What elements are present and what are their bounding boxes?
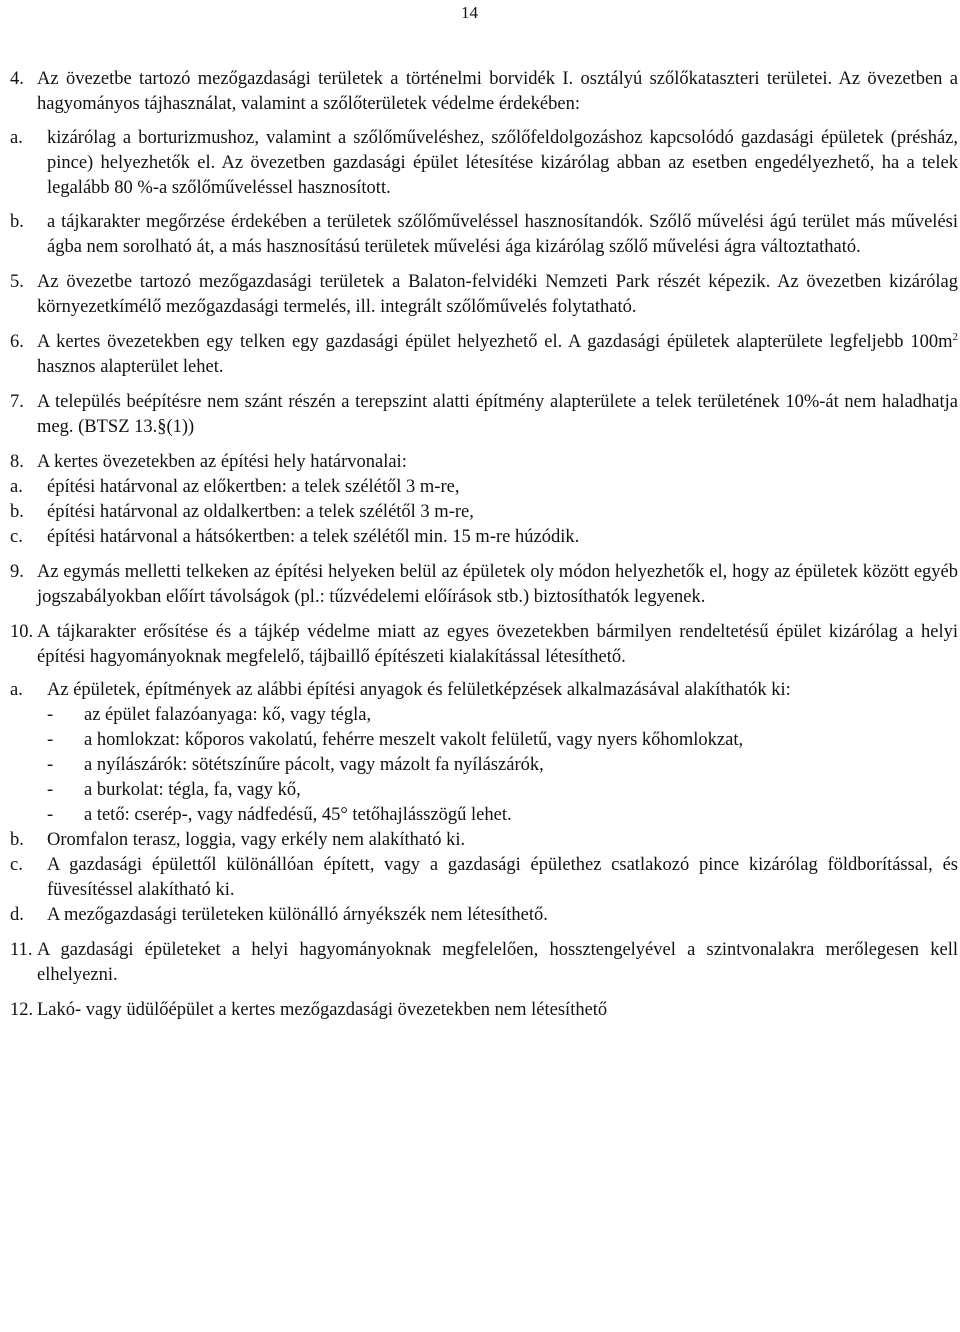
dash-text: az épület falazóanyaga: kő, vagy tégla, bbox=[84, 705, 372, 725]
section-text: Az övezetbe tartozó mezőgazdasági területek a Balaton-felvidéki Nemzeti Park részét képezik. Az övezetben kizárólag környezetkímélő mezőgazdasági termelés, ill. integrált szőlőművelés folytatható. bbox=[37, 272, 958, 317]
section-text: A kertes övezetekben az építési hely határvonalai: bbox=[37, 452, 407, 472]
section-number: 7. bbox=[10, 392, 24, 412]
section-8 bbox=[10, 450, 958, 550]
section-number: 8. bbox=[10, 452, 24, 472]
section-text: A kertes övezetekben egy telken egy gazdasági épület helyezhető el. A gazdasági épületek alapterülete legfeljebb $100m^2$ hasznos alapterület lehet. bbox=[37, 331, 958, 377]
dash-marker: - bbox=[47, 805, 54, 825]
sub-label: a. bbox=[10, 680, 23, 700]
sub-label: c. bbox=[10, 855, 23, 875]
dash-marker: - bbox=[47, 780, 54, 800]
section-11 bbox=[10, 938, 958, 988]
section-text: Az egymás melletti telkeken az építési helyeken belül az épületek oly módon helyezhetők el, hogy az épületek között egyéb jogszabályokban előírt távolságok (pl.: tűzvédelemi előírások stb.) biztosíthatók legyenek. bbox=[37, 562, 958, 607]
dash-marker: - bbox=[47, 730, 54, 750]
section-9 bbox=[10, 560, 958, 610]
sub-label: c. bbox=[10, 527, 23, 547]
sub-text: Oromfalon terasz, loggia, vagy erkély nem alakítható ki. bbox=[47, 830, 466, 850]
section-10 bbox=[10, 620, 958, 928]
sub-label: b. bbox=[10, 212, 24, 232]
section-text: Az övezetbe tartozó mezőgazdasági területek a történelmi borvidék I. osztályú szőlőkataszteri területei. Az övezetben a hagyományos tájhasználat, valamint a szőlőterületek védelme érdekében: bbox=[37, 69, 958, 114]
section-5 bbox=[10, 270, 958, 320]
sub-label: a. bbox=[10, 128, 23, 148]
section-text: A település beépítésre nem szánt részén a terepszint alatti építmény alapterülete a telek területének 10%-át nem haladhatja meg. (BTSZ 13.§(1)) bbox=[37, 392, 958, 437]
section-4 bbox=[10, 67, 958, 260]
dash-text: a tető: cserép-, vagy nádfedésű, 45° tetőhajlásszögű lehet. bbox=[84, 805, 512, 825]
page-number: 14 bbox=[461, 3, 478, 22]
section-7 bbox=[10, 390, 958, 440]
sub-text: A gazdasági épülettől különállóan épített, vagy a gazdasági épülethez csatlakozó pince kizárólag földborítással, és füvesítéssel alakítható ki. bbox=[47, 855, 958, 900]
sub-label: d. bbox=[10, 905, 24, 925]
section-number: 11. bbox=[10, 940, 33, 960]
section-6 bbox=[10, 330, 958, 380]
sub-text: építési határvonal az oldalkertben: a telek szélétől 3 m-re, bbox=[47, 502, 474, 522]
dash-marker: - bbox=[47, 705, 54, 725]
section-number: 6. bbox=[10, 332, 24, 352]
section-text: A tájkarakter erősítése és a tájkép védelme miatt az egyes övezetekben bármilyen rendeltetésű épület kizárólag a helyi építési hagyományoknak megfelelő, tájbaillő építészeti kialakítással létesíthető. bbox=[37, 622, 958, 667]
sub-text: a tájkarakter megőrzése érdekében a területek szőlőműveléssel hasznosítandók. Szőlő művelési ágú terület más művelési ágba nem sorolható át, a más hasznosítású területek művelési ága kizárólag szőlő művelési ágra változtatható. bbox=[47, 212, 958, 257]
dash-text: a burkolat: tégla, fa, vagy kő, bbox=[84, 780, 301, 800]
dash-marker: - bbox=[47, 755, 54, 775]
section-number: 10. bbox=[10, 622, 34, 642]
sub-text: építési határvonal az előkertben: a telek szélétől 3 m-re, bbox=[47, 477, 460, 497]
sub-text: építési határvonal a hátsókertben: a telek szélétől min. 15 m-re húzódik. bbox=[47, 527, 580, 547]
section-number: 5. bbox=[10, 272, 24, 292]
section-number: 4. bbox=[10, 69, 24, 89]
sub-label: b. bbox=[10, 830, 24, 850]
sub-text: Az épületek, építmények az alábbi építési anyagok és felületképzések alkalmazásával alakíthatók ki: bbox=[47, 680, 791, 700]
dash-text: a nyílászárók: sötétszínűre pácolt, vagy mázolt fa nyílászárók, bbox=[84, 755, 544, 775]
section-number: 12. bbox=[10, 1000, 34, 1020]
sub-text: kizárólag a borturizmushoz, valamint a szőlőműveléshez, szőlőfeldolgozáshoz kapcsolódó gazdasági épületek (présház, pince) helyezhetők el. Az övezetben gazdasági épület létesítése kizárólag abban az esetben engedélyezhető, ha a telek legalább 80 %-a szőlőműveléssel hasznosított. bbox=[47, 128, 958, 198]
sub-label: a. bbox=[10, 477, 23, 497]
section-text: Lakó- vagy üdülőépület a kertes mezőgazdasági övezetekben nem létesíthető bbox=[37, 1000, 608, 1020]
dash-text: a homlokzat: kőporos vakolatú, fehérre meszelt vakolt felületű, vagy nyers kőhomlokzat, bbox=[84, 730, 744, 750]
sub-label: b. bbox=[10, 502, 24, 522]
sub-text: A mezőgazdasági területeken különálló árnyékszék nem létesíthető. bbox=[47, 905, 548, 925]
section-12 bbox=[10, 998, 958, 1023]
section-text: A gazdasági épületeket a helyi hagyományoknak megfelelően, hossztengelyével a szintvonalakra merőlegesen kell elhelyezni. bbox=[37, 940, 958, 985]
section-number: 9. bbox=[10, 562, 24, 582]
